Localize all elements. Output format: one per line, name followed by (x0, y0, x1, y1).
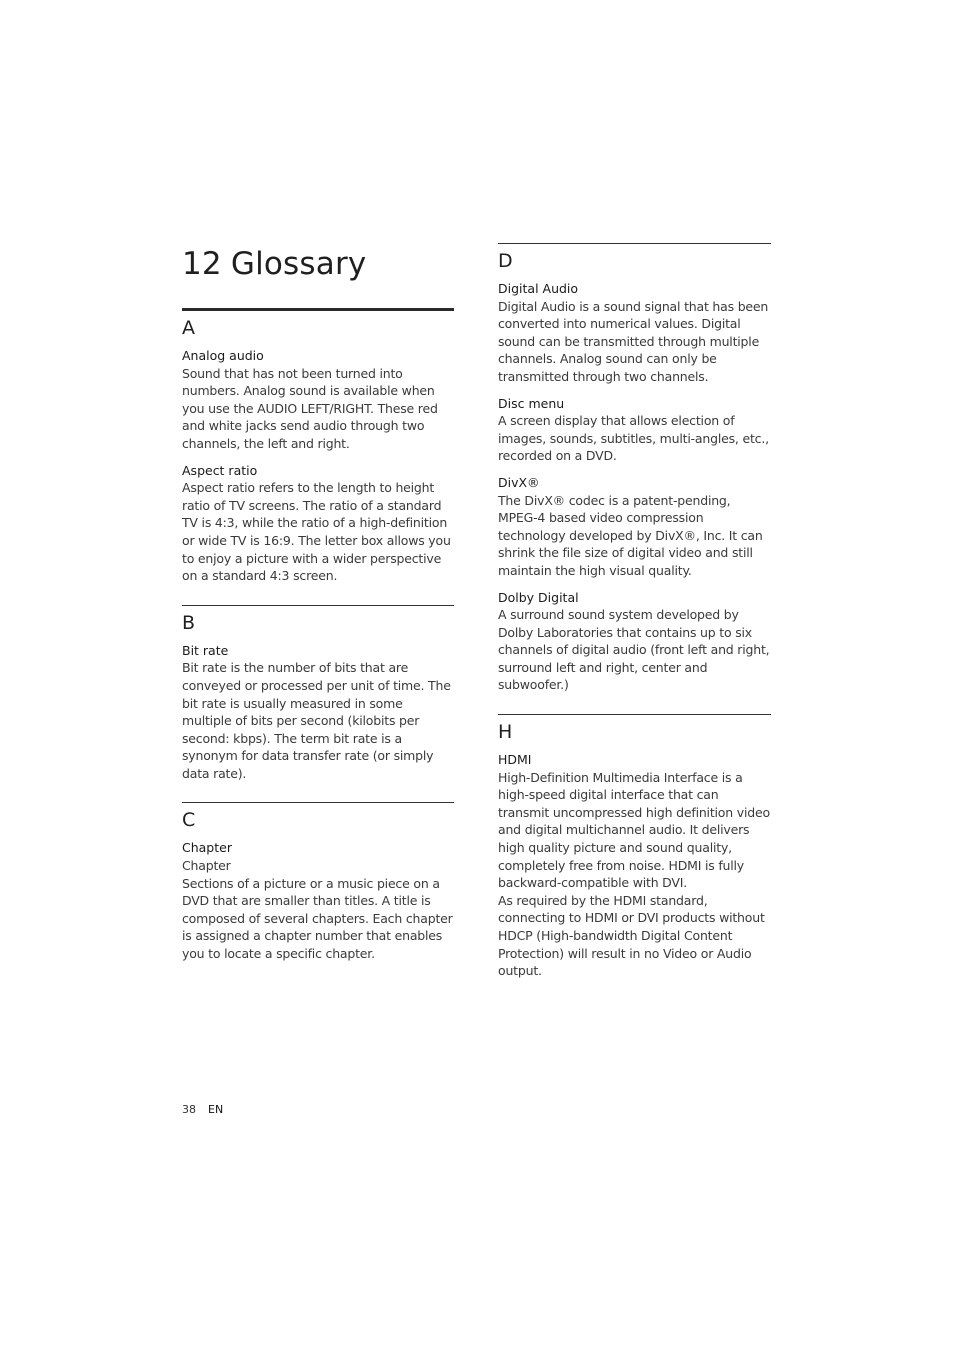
glossary-entry-digital-audio (498, 280, 771, 386)
glossary-section-a (182, 308, 454, 585)
glossary-term: Aspect ratio (182, 462, 258, 478)
glossary-section-b (182, 605, 454, 783)
glossary-definition: Bit rate is the number of bits that are conveyed or processed per unit of time. The bit rate is usually measured in some multiple of bits per second (kilobits per second: kbps). The term bit rate is a synonym for data transfer rate (or simply data rate). (182, 660, 451, 781)
glossary-definition: Digital Audio is a sound signal that has been converted into numerical values. Digital sound can be transmitted through multiple channels. Analog sound can only be transmitted through two channels. (498, 298, 769, 384)
glossary-entry-chapter (182, 839, 454, 962)
glossary-term: Bit rate (182, 642, 229, 658)
page-title (182, 246, 454, 282)
glossary-entry-divx (498, 474, 771, 580)
glossary-term: Disc menu (498, 395, 565, 411)
glossary-term: Digital Audio (498, 281, 579, 296)
glossary-entry-hdmi (498, 751, 771, 980)
chapter-title: Glossary (230, 246, 367, 282)
glossary-entry-disc-menu (498, 395, 771, 465)
section-letter: H (498, 721, 513, 744)
glossary-definition: A screen display that allows election of images, sounds, subtitles, multi-angles, etc., recorded on a DVD. (498, 413, 769, 464)
language-code: EN (208, 1103, 224, 1116)
glossary-section-c (182, 802, 454, 962)
glossary-definition: Chapter Sections of a picture or a music piece on a DVD that are smaller than titles. A title is composed of several chapters. Each chapter is assigned a chapter number that enables you to locate a specific chapter. (182, 858, 453, 962)
section-letter: A (182, 317, 195, 339)
glossary-definition: Aspect ratio refers to the length to height ratio of TV screens. The ratio of a standard TV is 4:3, while the ratio of a high-definition or wide TV is 16:9. The letter box allows you to enjoy a picture with a wider perspective on a standard 4:3 screen. (182, 480, 451, 584)
glossary-term: Dolby Digital (498, 589, 579, 605)
page-footer (182, 1102, 223, 1118)
glossary-term: HDMI (498, 752, 532, 768)
glossary-definition: Sound that has not been turned into numbers. Analog sound is available when you use the AUDIO LEFT/RIGHT. These red and white jacks send audio through two channels, the left and right. (182, 365, 438, 451)
left-column (182, 246, 454, 963)
glossary-section-d (498, 243, 771, 694)
section-letter: B (182, 611, 196, 634)
section-letter: C (182, 809, 196, 832)
right-column (498, 243, 771, 980)
glossary-term: DivX® (498, 474, 540, 490)
glossary-definition: A surround sound system developed by Dolby Laboratories that contains up to six channels of digital audio (front left and right, surround left and right, center and subwoofer.) (498, 607, 770, 693)
glossary-term: Analog audio (182, 348, 264, 363)
glossary-entry-bit-rate (182, 642, 454, 783)
glossary-entry-aspect-ratio (182, 462, 454, 585)
section-letter: D (498, 250, 513, 272)
glossary-entry-dolby-digital (498, 589, 771, 695)
glossary-entry-analog-audio (182, 347, 454, 453)
chapter-number: 12 (182, 246, 222, 282)
glossary-definition: High-Definition Multimedia Interface is a high-speed digital interface that can transmit uncompressed high definition video and digital multichannel audio. It delivers high quality picture and sound quality, completely free from noise. HDMI is fully backward-compatible with DVI. As required by the HDMI standard, connecting to HDMI or DVI products without HDCP (High-bandwidth Digital Content Protection) will result in no Video or Audio output. (498, 769, 770, 979)
glossary-section-h (498, 714, 771, 980)
glossary-definition: The DivX® codec is a patent-pending, MPEG-4 based video compression technology developed by DivX®, Inc. It can shrink the file size of digital video and still maintain the high visual quality. (498, 492, 763, 578)
glossary-term: Chapter (182, 840, 232, 856)
page-number: 38 (182, 1103, 196, 1116)
